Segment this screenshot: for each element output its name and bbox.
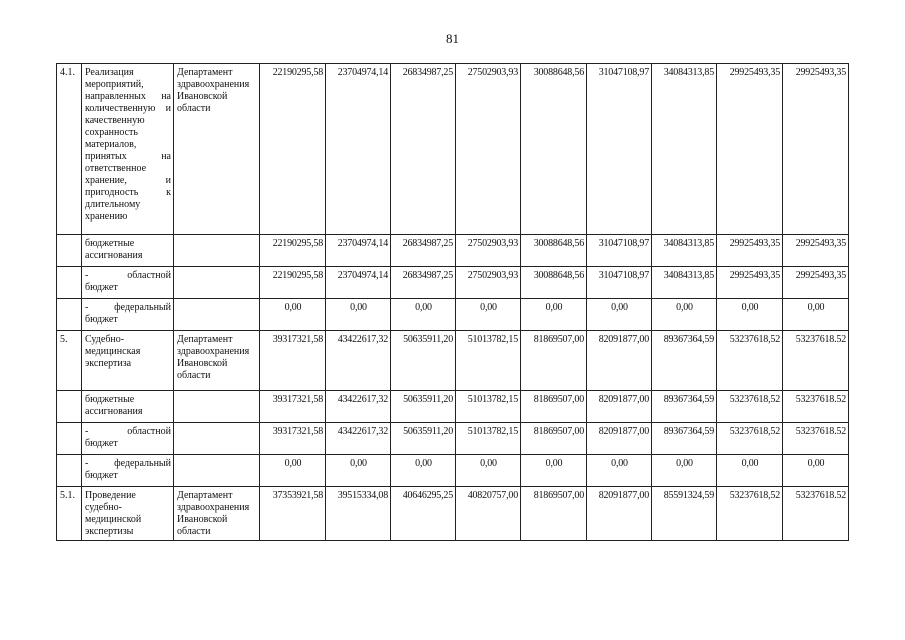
amount-cell: 53237618,52 — [717, 331, 783, 391]
amount-cell: 53237618,52 — [717, 391, 783, 423]
amount-cell: 22190295,58 — [260, 235, 326, 267]
amount-cell: 51013782,15 — [456, 391, 521, 423]
amount-cell: 31047108,97 — [587, 235, 652, 267]
executor — [174, 235, 260, 267]
measure-name: Судебно-медицинская экспертиза — [82, 331, 174, 391]
amount-cell: 37353921,58 — [260, 487, 326, 541]
measure-name-line2: бюджет — [85, 282, 118, 293]
amount-cell: 0,00 — [717, 455, 783, 487]
amount-cell: 89367364,59 — [652, 423, 717, 455]
row-number — [57, 267, 82, 299]
amount-cell: 30088648,56 — [521, 267, 587, 299]
amount-cell: 82091877,00 — [587, 331, 652, 391]
amount-cell: 53237618,52 — [717, 423, 783, 455]
amount-cell: 43422617,32 — [326, 423, 391, 455]
amount-cell: 43422617,32 — [326, 331, 391, 391]
amount-cell: 29925493,35 — [717, 235, 783, 267]
amount-cell: 81869507,00 — [521, 423, 587, 455]
amount-cell: 51013782,15 — [456, 331, 521, 391]
table-row — [57, 455, 849, 487]
table-row — [57, 423, 849, 455]
executor — [174, 455, 260, 487]
executor: Департамент здравоохранения Ивановской области — [174, 331, 260, 391]
measure-name-line1: - областной — [85, 426, 171, 437]
amount-cell: 34084313,85 — [652, 267, 717, 299]
amount-cell: 34084313,85 — [652, 235, 717, 267]
amount-cell: 50635911,20 — [391, 423, 456, 455]
amount-cell: 0,00 — [521, 455, 587, 487]
amount-cell: 0,00 — [587, 299, 652, 331]
measure-name-line1: - федеральный — [85, 302, 171, 313]
amount-cell: 0,00 — [391, 455, 456, 487]
amount-cell: 81869507,00 — [521, 331, 587, 391]
amount-cell: 43422617,32 — [326, 391, 391, 423]
measure-name: Проведение судебно-медицинской экспертизы — [82, 487, 174, 541]
amount-cell: 31047108,97 — [587, 64, 652, 235]
amount-cell: 29925493,35 — [717, 267, 783, 299]
amount-cell: 0,00 — [587, 455, 652, 487]
amount-cell: 53237618.52 — [783, 391, 849, 423]
measure-name — [82, 267, 174, 299]
amount-cell: 0,00 — [326, 299, 391, 331]
table-row — [57, 391, 849, 423]
amount-cell: 0,00 — [652, 455, 717, 487]
amount-cell: 29925493,35 — [783, 267, 849, 299]
table-row — [57, 64, 849, 235]
amount-cell: 0,00 — [783, 455, 849, 487]
amount-cell: 51013782,15 — [456, 423, 521, 455]
measure-name — [82, 299, 174, 331]
amount-cell: 85591324,59 — [652, 487, 717, 541]
amount-cell: 50635911,20 — [391, 331, 456, 391]
amount-cell: 23704974,14 — [326, 235, 391, 267]
amount-cell: 81869507,00 — [521, 391, 587, 423]
amount-cell: 82091877,00 — [587, 423, 652, 455]
amount-cell: 29925493,35 — [717, 64, 783, 235]
amount-cell: 23704974,14 — [326, 267, 391, 299]
amount-cell: 31047108,97 — [587, 267, 652, 299]
amount-cell: 30088648,56 — [521, 64, 587, 235]
amount-cell: 53237618.52 — [783, 487, 849, 541]
amount-cell: 53237618.52 — [783, 331, 849, 391]
amount-cell: 27502903,93 — [456, 267, 521, 299]
amount-cell: 50635911,20 — [391, 391, 456, 423]
row-number: 5. — [57, 331, 82, 391]
executor — [174, 299, 260, 331]
row-number — [57, 423, 82, 455]
executor — [174, 267, 260, 299]
measure-name — [82, 455, 174, 487]
row-number — [57, 455, 82, 487]
table-row — [57, 331, 849, 391]
measure-name-line2: бюджет — [85, 470, 118, 481]
amount-cell: 27502903,93 — [456, 64, 521, 235]
amount-cell: 27502903,93 — [456, 235, 521, 267]
table-row — [57, 299, 849, 331]
row-number — [57, 299, 82, 331]
table-row — [57, 267, 849, 299]
amount-cell: 0,00 — [391, 299, 456, 331]
amount-cell: 39317321,58 — [260, 423, 326, 455]
measure-name — [82, 423, 174, 455]
page-number: 81 — [446, 31, 459, 46]
amount-cell: 0,00 — [260, 299, 326, 331]
amount-cell: 26834987,25 — [391, 235, 456, 267]
measure-name: бюджетные ассигнования — [82, 391, 174, 423]
table-row — [57, 487, 849, 541]
amount-cell: 26834987,25 — [391, 267, 456, 299]
row-number: 4.1. — [57, 64, 82, 235]
amount-cell: 29925493,35 — [783, 235, 849, 267]
amount-cell: 22190295,58 — [260, 64, 326, 235]
amount-cell: 0,00 — [783, 299, 849, 331]
measure-name: бюджетные ассигнования — [82, 235, 174, 267]
executor — [174, 391, 260, 423]
amount-cell: 30088648,56 — [521, 235, 587, 267]
amount-cell: 0,00 — [326, 455, 391, 487]
amount-cell: 81869507,00 — [521, 487, 587, 541]
amount-cell: 22190295,58 — [260, 267, 326, 299]
row-number — [57, 235, 82, 267]
amount-cell: 34084313,85 — [652, 64, 717, 235]
amount-cell: 23704974,14 — [326, 64, 391, 235]
amount-cell: 0,00 — [456, 455, 521, 487]
measure-name-line1: - областной — [85, 270, 171, 281]
amount-cell: 89367364,59 — [652, 331, 717, 391]
executor: Департамент здравоохранения Ивановской области — [174, 64, 260, 235]
row-number — [57, 391, 82, 423]
amount-cell: 40646295,25 — [391, 487, 456, 541]
amount-cell: 39317321,58 — [260, 331, 326, 391]
amount-cell: 39515334,08 — [326, 487, 391, 541]
measure-name-line2: бюджет — [85, 314, 118, 325]
amount-cell: 0,00 — [260, 455, 326, 487]
measure-name-line2: бюджет — [85, 438, 118, 449]
amount-cell: 26834987,25 — [391, 64, 456, 235]
amount-cell: 0,00 — [456, 299, 521, 331]
budget-table — [56, 63, 849, 541]
amount-cell: 89367364,59 — [652, 391, 717, 423]
amount-cell: 0,00 — [521, 299, 587, 331]
amount-cell: 53237618,52 — [717, 487, 783, 541]
amount-cell: 0,00 — [652, 299, 717, 331]
executor — [174, 423, 260, 455]
executor: Департамент здравоохранения Ивановской области — [174, 487, 260, 541]
amount-cell: 40820757,00 — [456, 487, 521, 541]
amount-cell: 82091877,00 — [587, 487, 652, 541]
amount-cell: 39317321,58 — [260, 391, 326, 423]
measure-name: Реализация мероприятий, направленных на количественную и качественную сохранность материалов, принятых на ответственное хранение, и пригодность к длительному хранению — [82, 64, 174, 235]
amount-cell: 82091877,00 — [587, 391, 652, 423]
measure-name-line1: - федеральный — [85, 458, 171, 469]
amount-cell: 29925493,35 — [783, 64, 849, 235]
row-number: 5.1. — [57, 487, 82, 541]
amount-cell: 53237618.52 — [783, 423, 849, 455]
amount-cell: 0,00 — [717, 299, 783, 331]
table-row — [57, 235, 849, 267]
